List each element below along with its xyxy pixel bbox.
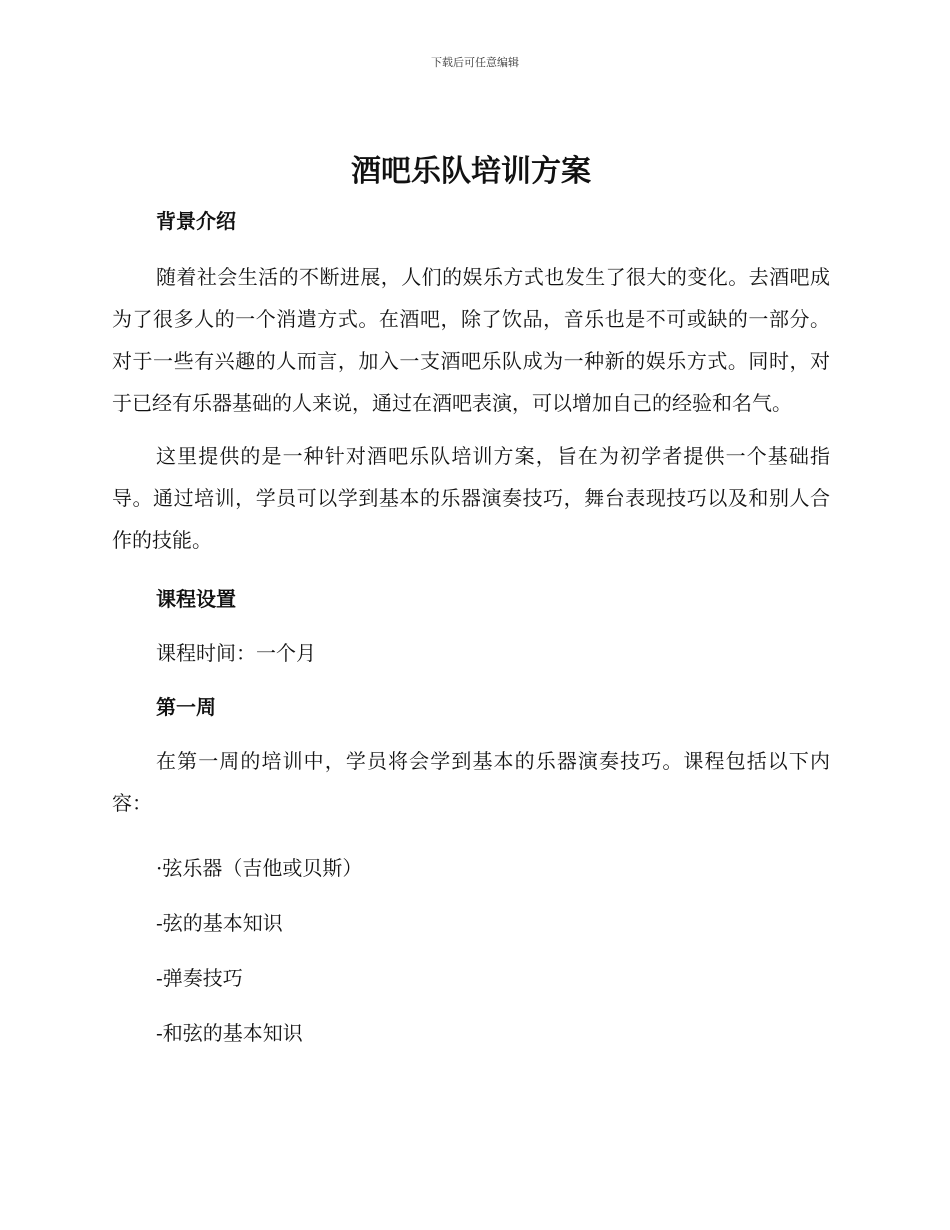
paragraph-background-2: 这里提供的是一种针对酒吧乐队培训方案，旨在为初学者提供一个基础指导。通过培训，学员可以学到基本的乐器演奏技巧，舞台表现技巧以及和别人合作的技能。 bbox=[112, 444, 830, 552]
document-body bbox=[112, 148, 830, 1048]
heading-week-1: 第一周 bbox=[156, 695, 216, 719]
list-item-strings: ·弦乐器（吉他或贝斯） bbox=[156, 856, 363, 880]
page-header-note: 下载后可任意编辑 bbox=[431, 56, 519, 69]
heading-background: 背景介绍 bbox=[156, 209, 236, 233]
sub-item-string-basics: -弦的基本知识 bbox=[156, 911, 283, 935]
document-title: 酒吧乐队培训方案 bbox=[351, 154, 591, 189]
paragraph-background-1: 随着社会生活的不断进展，人们的娱乐方式也发生了很大的变化。去酒吧成为了很多人的一个消遣方式。在酒吧，除了饮品，音乐也是不可或缺的一部分。对于一些有兴趣的人而言，加入一支酒吧乐队成为一种新的娱乐方式。同时，对于已经有乐器基础的人来说，通过在酒吧表演，可以增加自己的经验和名气。 bbox=[112, 265, 830, 415]
heading-course: 课程设置 bbox=[156, 587, 236, 611]
paragraph-week-1-intro: 在第一周的培训中，学员将会学到基本的乐器演奏技巧。课程包括以下内容： bbox=[112, 749, 830, 815]
sub-item-playing-technique: -弹奏技巧 bbox=[156, 966, 243, 990]
course-duration: 课程时间：一个月 bbox=[156, 641, 316, 665]
sub-item-chord-basics: -和弦的基本知识 bbox=[156, 1021, 303, 1045]
